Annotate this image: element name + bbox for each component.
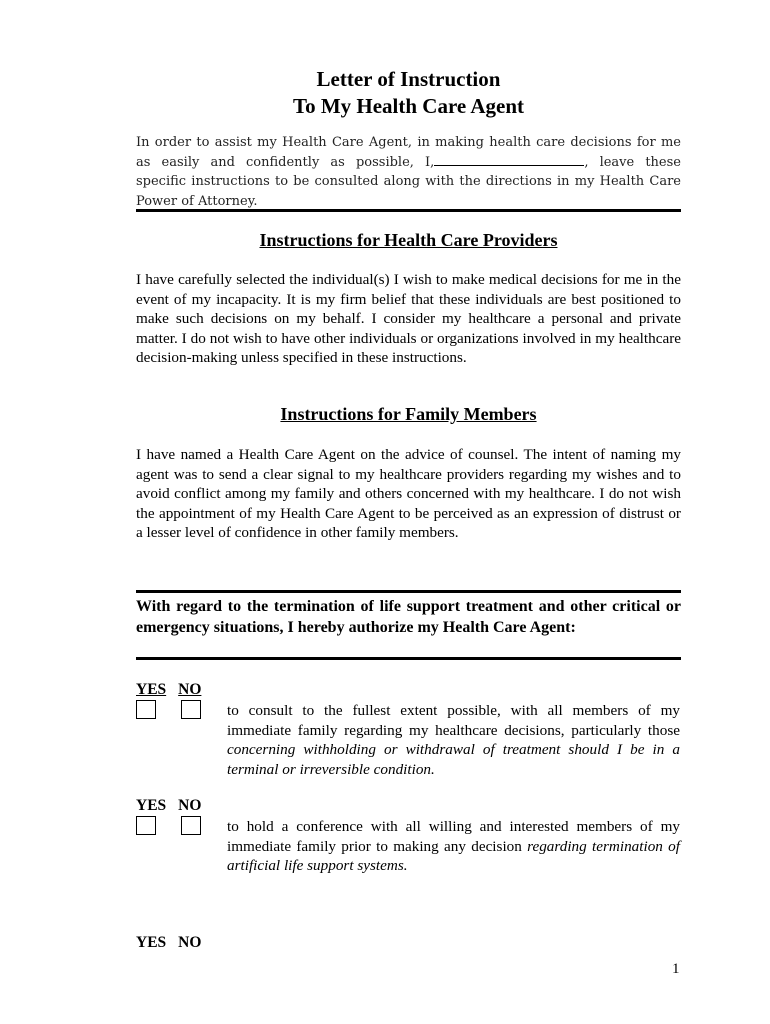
option-2-yes-checkbox[interactable] — [136, 816, 156, 835]
no-label: NO — [178, 681, 202, 698]
option-1-yes-checkbox[interactable] — [136, 700, 156, 719]
section-divider — [136, 209, 681, 212]
intro-line-1: In order to assist my Health Care Agent, in making health care decisions for me — [136, 135, 681, 150]
authorization-bottom-border — [136, 657, 681, 660]
option-2-text — [227, 817, 680, 876]
yes-label: YES — [136, 681, 167, 698]
yes-label: YES — [136, 797, 167, 814]
family-paragraph: I have named a Health Care Agent on the advice of counsel. The intent of naming my agent was to send a clear signal to my healthcare providers regarding my wishes and to avoid conflict among my family and others concerned with my healthcare. I do not wish the appointment of my Health Care Agent to be perceived as an expression of distrust or a lesser level of confidence in other family members. — [136, 446, 681, 541]
option-1-yes-no-labels — [136, 681, 201, 699]
no-label: NO — [178, 934, 202, 951]
yes-label: YES — [136, 934, 167, 951]
intro-paragraph — [136, 133, 681, 211]
option-1-text-italic: concerning withholding or withdrawal of treatment should I be in a terminal or irreversible condition. — [227, 741, 680, 778]
option-1-no-checkbox[interactable] — [181, 700, 201, 719]
option-1-text-plain: to consult to the fullest extent possible, with all members of my immediate family regarding my healthcare decisions, particularly those — [227, 702, 680, 739]
intro-line-2-end: , leave these — [584, 154, 681, 170]
option-2-no-checkbox[interactable] — [181, 816, 201, 835]
intro-line-3: specific instructions to be consulted along with the directions in my Health Care — [136, 174, 681, 189]
option-2-text-plain: to hold a conference with all willing and interested members of my immediate family prior to making any decision — [227, 818, 680, 855]
document-title-line2: To My Health Care Agent — [293, 94, 524, 118]
name-blank-field[interactable] — [434, 153, 584, 166]
option-2-yes-no-labels — [136, 797, 201, 815]
intro-line-2-start: as easily and confidently as possible, I, — [136, 154, 435, 170]
option-2-text-italic: regarding termination of artificial life support systems. — [227, 837, 680, 874]
intro-line-2 — [136, 153, 681, 173]
authorization-top-border — [136, 590, 681, 593]
providers-heading: Instructions for Health Care Providers — [259, 230, 558, 250]
option-1-text — [227, 701, 680, 779]
authorization-statement: With regard to the termination of life support treatment and other critical or emergency situations, I hereby authorize my Health Care Agent: — [136, 598, 681, 636]
providers-paragraph: I have carefully selected the individual(s) I wish to make medical decisions for me in the event of my incapacity. It is my firm belief that these individuals are best positioned to make such decisions on my behalf. I consider my healthcare a personal and private matter. I do not wish to have other individuals or organizations involved in my healthcare decision-making unless specified in these instructions. — [136, 271, 681, 366]
intro-line-4: Power of Attorney. — [136, 193, 258, 209]
page-number: 1 — [672, 961, 680, 977]
document-title-line1: Letter of Instruction — [316, 67, 501, 91]
family-heading: Instructions for Family Members — [280, 404, 537, 424]
option-3-yes-no-labels — [136, 934, 201, 952]
no-label: NO — [178, 797, 202, 814]
